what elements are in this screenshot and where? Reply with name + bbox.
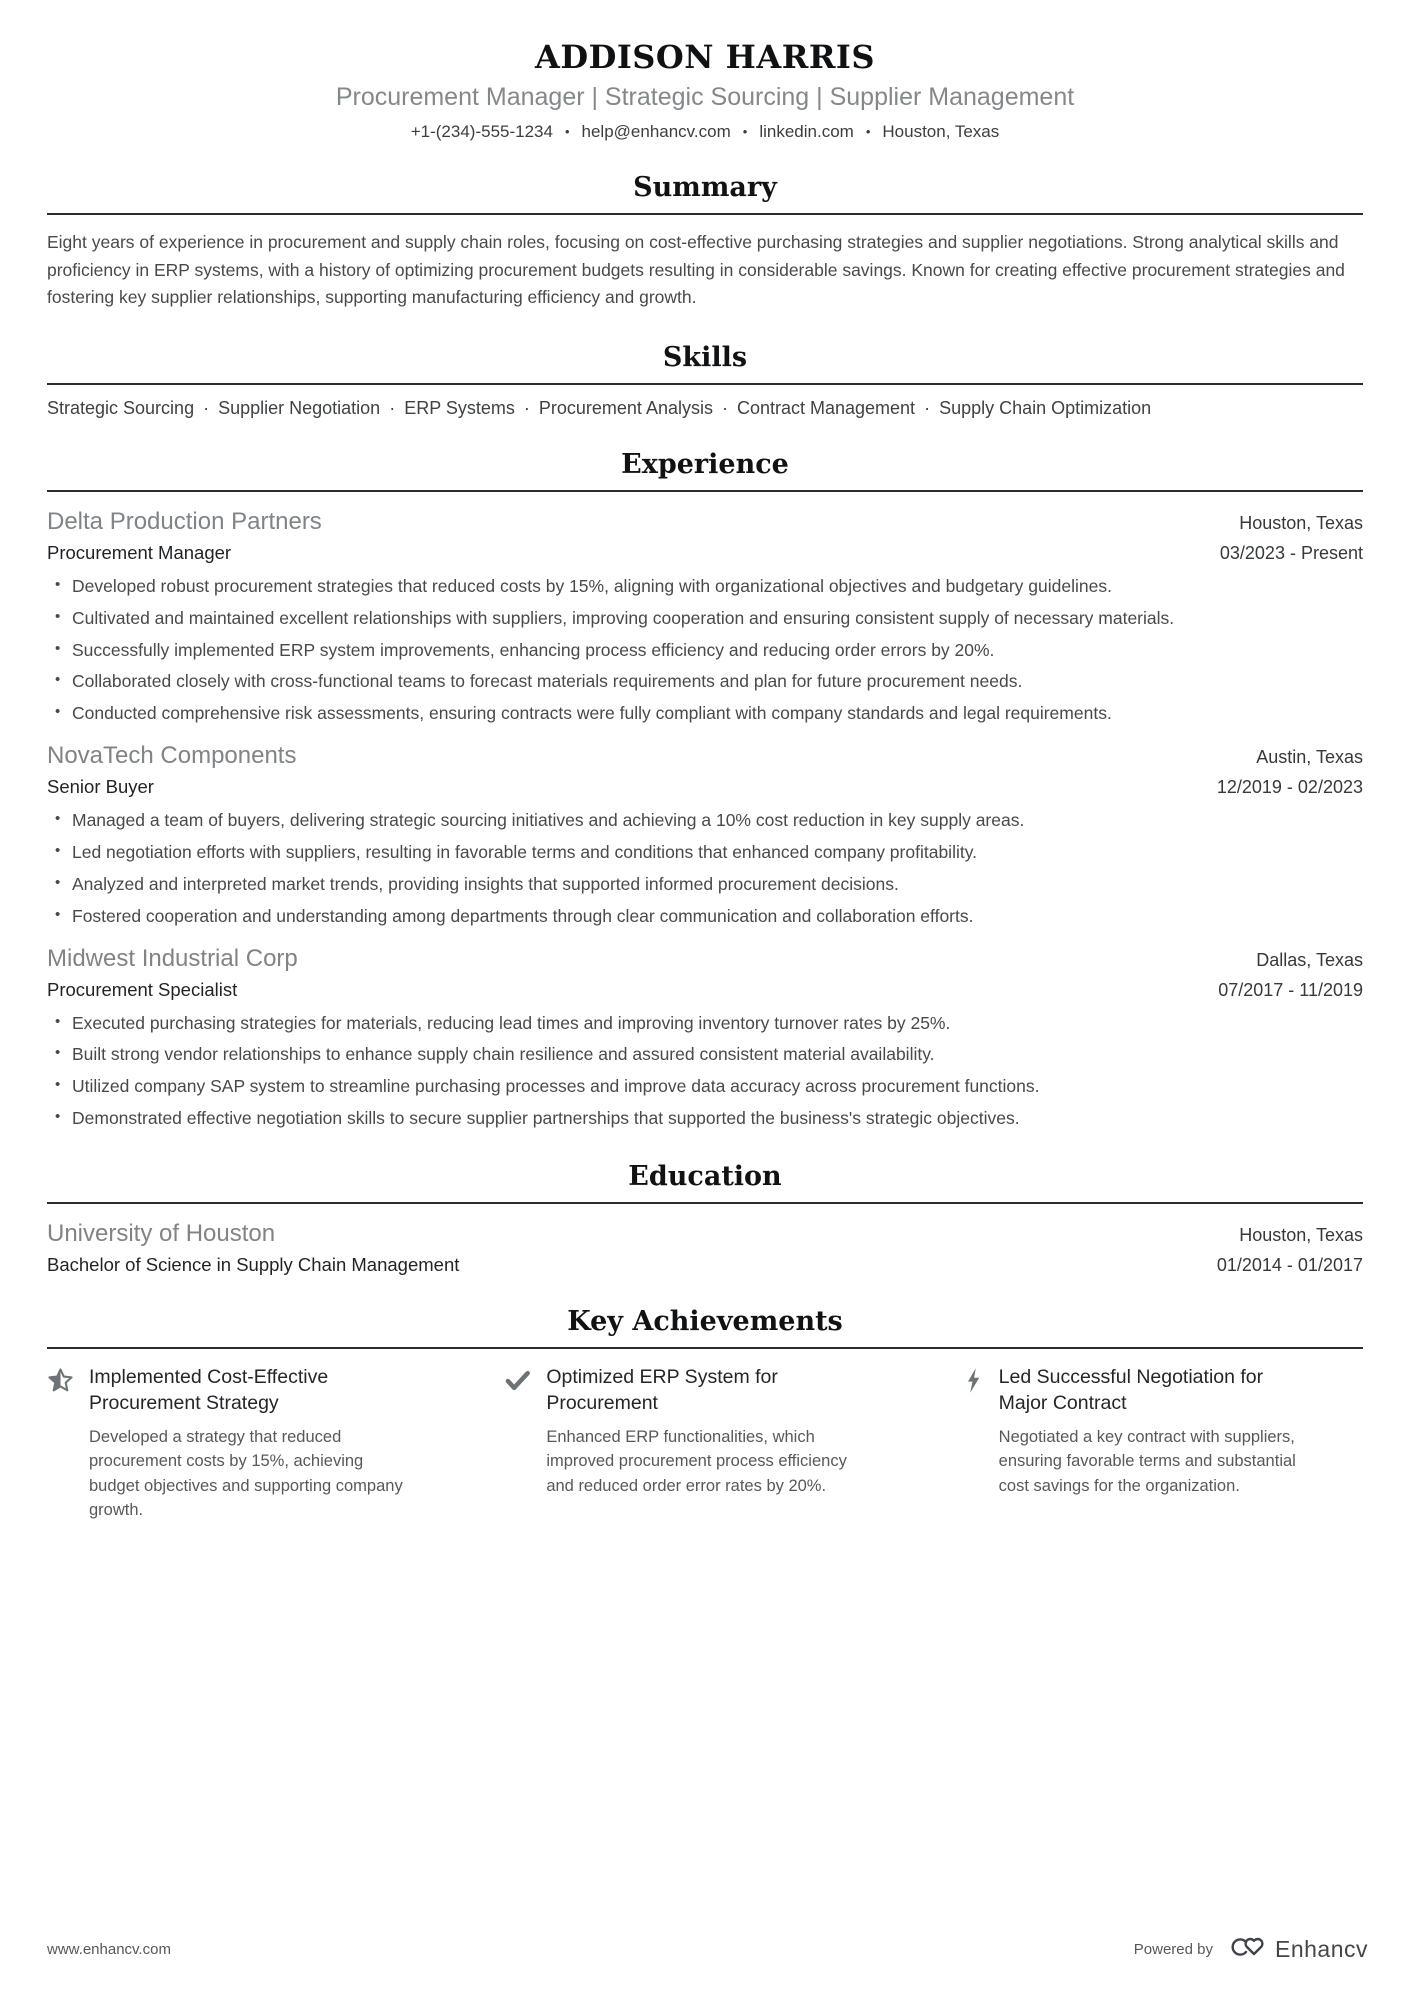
job-dates: 07/2017 - 11/2019 [1218,979,1363,1000]
skills-section-head [47,342,1363,385]
experience-entry [47,945,1363,1131]
experience-title: Experience [621,448,789,480]
half-star-icon [47,1367,74,1399]
job-bullet: • Developed robust procurement strategies that reduced costs by 15%, aligning with organizational objectives and budgetary guidelines. [47,574,1363,599]
check-icon [504,1367,531,1399]
achievement-text: Enhanced ERP functionalities, which improved procurement process efficiency and reduced order error rates by 20%. [546,1428,847,1495]
brand-name: Enhancv [1274,1936,1368,1962]
job-bullet: • Led negotiation efforts with suppliers, resulting in favorable terms and conditions that enhanced company profitability. [47,840,1363,865]
education-dates: 01/2014 - 01/2017 [1216,1254,1363,1275]
resume-header [47,38,1363,142]
experience-entry [47,742,1363,928]
job-bullets [47,1011,1363,1131]
education-entry [47,1220,1363,1276]
contact-row [47,122,1363,142]
skill-item: Strategic Sourcing [47,397,195,418]
job-bullets [47,574,1363,726]
candidate-headline: Procurement Manager | Strategic Sourcing | Supplier Management [335,83,1075,111]
section-divider [47,1347,1363,1349]
achievement-item [962,1365,1363,1522]
contact-email[interactable]: • help@enhancv.com [553,122,731,141]
skills-title: Skills [662,341,748,373]
achievement-title: Optimized ERP System for Procurement [546,1365,778,1414]
education-title: Education [628,1160,782,1192]
education-section-head [47,1161,1363,1204]
summary-text: Eight years of experience in procurement and supply chain roles, focusing on cost-effective purchasing strategies and supplier negotiations. Strong analytical skills and proficiency in ERP systems, with a history of optimizing procurement budgets resulting in considerable savings. Known for creating effective procurement strategies and fostering key supplier relationships, supporting manufacturing efficiency and growth. [47,232,1345,308]
job-role: Senior Buyer [47,776,154,798]
achievement-title: Implemented Cost-Effective Procurement Strategy [89,1365,329,1414]
company-name: NovaTech Components [47,742,297,770]
candidate-name: ADDISON HARRIS [535,38,875,76]
achievement-text: Developed a strategy that reduced procurement costs by 15%, achieving budget objectives and supporting company growth. [89,1428,403,1519]
achievement-item [47,1365,448,1522]
section-divider [47,1202,1363,1204]
school-name: University of Houston [47,1219,276,1247]
skills-list [47,398,1363,419]
skill-item: · Procurement Analysis [515,398,713,418]
summary-section-head [47,172,1363,215]
job-bullet: • Conducted comprehensive risk assessments, ensuring contracts were fully compliant with company standards and legal requirements. [47,701,1363,726]
contact-location: • Houston, Texas [854,122,999,141]
job-role: Procurement Manager [47,541,232,563]
job-dates: 03/2023 - Present [1219,542,1363,563]
degree-name: Bachelor of Science in Supply Chain Management [47,1253,460,1275]
company-location: Dallas, Texas [1256,949,1363,970]
job-bullet: • Analyzed and interpreted market trends, providing insights that supported informed procurement decisions. [47,872,1363,897]
powered-by-block[interactable] [1134,1932,1368,1967]
job-dates: 12/2019 - 02/2023 [1216,777,1363,798]
summary-title: Summary [633,172,777,203]
section-divider [47,383,1363,385]
section-divider [47,213,1363,215]
job-bullet: • Successfully implemented ERP system improvements, enhancing process efficiency and reducing order errors by 20%. [47,638,1363,663]
achievements-grid [47,1365,1363,1522]
achievement-title: Led Successful Negotiation for Major Contract [998,1365,1264,1414]
achievements-title: Key Achievements [567,1305,843,1337]
job-role: Procurement Specialist [47,978,238,1000]
enhancv-logo-icon [1223,1932,1265,1967]
company-name: Midwest Industrial Corp [47,944,298,972]
footer-site-link[interactable]: www.enhancv.com [47,1941,171,1958]
achievements-section-head [47,1306,1363,1349]
job-bullet: • Executed purchasing strategies for materials, reducing lead times and improving inventory turnover rates by 25%. [47,1011,1363,1036]
job-bullet: • Managed a team of buyers, delivering strategic sourcing initiatives and achieving a 10% cost reduction in key supply areas. [47,808,1363,833]
contact-phone: +1-(234)-555-1234 [410,122,553,141]
experience-entry [47,508,1363,726]
lightning-icon [962,1367,984,1399]
page-footer [47,1932,1368,1967]
achievement-item [504,1365,905,1522]
section-divider [47,490,1363,492]
contact-website[interactable]: • linkedin.com [731,122,854,141]
school-location: Houston, Texas [1239,1224,1363,1245]
job-bullet: • Demonstrated effective negotiation skills to secure supplier partnerships that supported the business's strategic objectives. [47,1106,1363,1131]
experience-section-head [47,449,1363,492]
company-location: Houston, Texas [1239,512,1363,533]
skill-item: · Supply Chain Optimization [915,398,1151,418]
skill-item: · Supplier Negotiation [194,398,380,418]
job-bullet: • Cultivated and maintained excellent relationships with suppliers, improving cooperation and ensuring consistent supply of necessary materials. [47,606,1363,631]
company-name: Delta Production Partners [47,507,322,535]
skill-item: · Contract Management [713,398,915,418]
job-bullet: • Fostered cooperation and understanding among departments through clear communication and collaboration efforts. [47,904,1363,929]
job-bullet: • Built strong vendor relationships to enhance supply chain resilience and assured consistent material availability. [47,1042,1363,1067]
job-bullet: • Collaborated closely with cross-functional teams to forecast materials requirements and plan for future procurement needs. [47,669,1363,694]
job-bullets [47,808,1363,928]
powered-by-label: Powered by [1133,1941,1213,1958]
job-bullet: • Utilized company SAP system to streamline purchasing processes and improve data accuracy across procurement functions. [47,1074,1363,1099]
achievement-text: Negotiated a key contract with suppliers, ensuring favorable terms and substantial cost savings for the organization. [998,1428,1296,1495]
skill-item: · ERP Systems [380,398,515,418]
company-location: Austin, Texas [1256,747,1363,768]
